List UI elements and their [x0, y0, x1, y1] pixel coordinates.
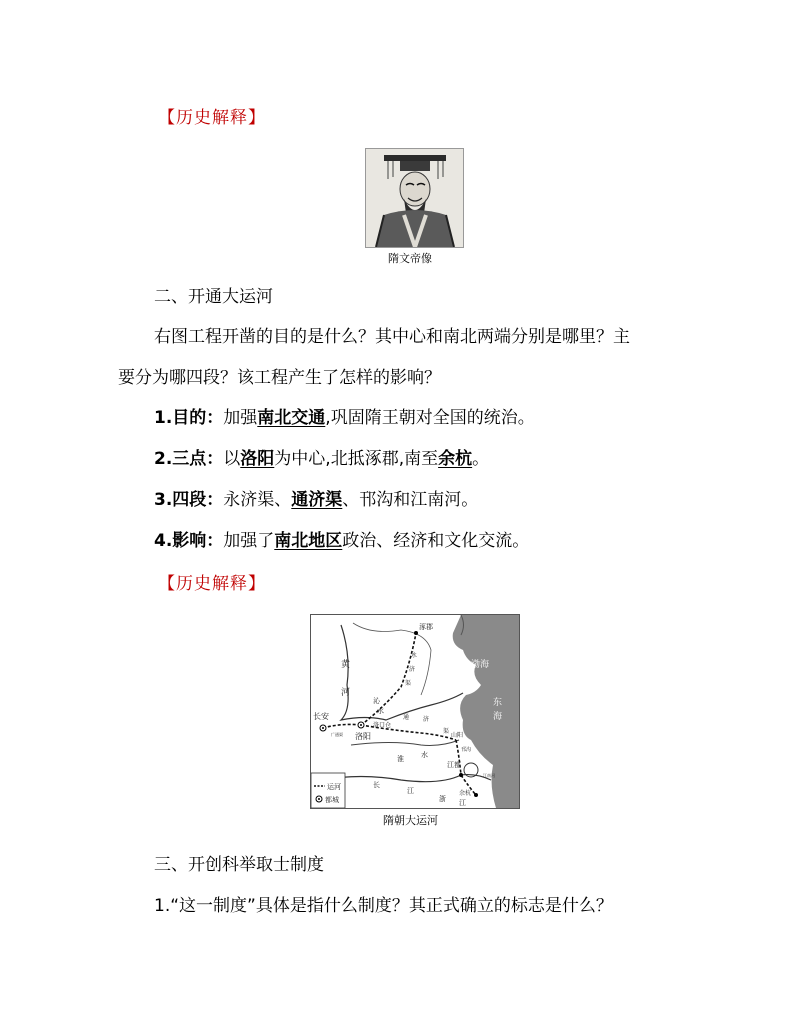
map-label-qin: 沁	[373, 697, 380, 705]
map-label-zhuojun: 涿郡	[419, 623, 433, 631]
section-heading-grand-canal: 二、开通大运河	[154, 287, 273, 307]
answer-label: 4.影响：	[154, 531, 224, 551]
map-label-donghai-1: 东	[493, 698, 503, 708]
answer-label: 1.目的：	[154, 408, 224, 428]
map-label-jiang: 江	[407, 787, 414, 795]
map-label-yuhang: 余杭	[459, 790, 472, 797]
answer-item-four-sections	[154, 488, 478, 512]
emperor-portrait-image	[365, 148, 464, 248]
map-label-shanyang: 山阳	[451, 732, 464, 739]
answer-keyword: 南北地区	[274, 531, 343, 551]
map-label-jiang2: 江	[459, 799, 466, 807]
map-label-hangou: 邗沟	[461, 747, 472, 753]
map-label-changan: 长安	[313, 712, 329, 721]
map-label-qu: 渠	[405, 680, 412, 687]
section-heading-imperial-exam: 三、开创科举取士制度	[154, 855, 324, 875]
answer-text: 政治、经济和文化交流。	[342, 531, 530, 551]
map-label-yong: 永	[411, 652, 418, 659]
question-line-1: 右图工程开凿的目的是什么？其中心和南北两端分别是哪里？主	[154, 327, 630, 347]
answer-keyword: 南北交通	[257, 408, 326, 428]
answer-item-purpose	[154, 406, 535, 430]
answer-text: 以	[223, 449, 241, 469]
legend-capital-label: 都城	[325, 796, 339, 804]
map-label-tong: 通	[403, 714, 410, 721]
answer-text: ,巩固隋王朝对全国的统治。	[325, 408, 535, 428]
map-label-donghai-2: 海	[493, 712, 503, 722]
map-label-huai: 淮	[397, 755, 404, 763]
map-label-jiangnan: 江南河	[483, 773, 495, 778]
section-tag-history-explanation: 【历史解释】	[158, 108, 266, 128]
map-label-luokoucang: 洛口仓	[373, 722, 392, 729]
answer-item-three-points	[154, 447, 489, 471]
answer-keyword: 余杭	[438, 449, 473, 469]
sui-grand-canal-map	[310, 614, 520, 809]
map-label-guangtong: 广通渠	[331, 732, 343, 737]
question-imperial-exam: 1.“这一制度”具体是指什么制度？其正式确立的标志是什么？	[154, 896, 613, 916]
answer-label: 2.三点：	[154, 449, 224, 469]
map-label-huang: 黄	[341, 660, 351, 670]
answer-item-impact	[154, 529, 529, 553]
answer-text: 、邗沟和江南河。	[342, 490, 479, 510]
map-caption: 隋朝大运河	[383, 814, 438, 827]
map-label-chang: 长	[373, 781, 380, 789]
question-line-2: 要分为哪四段？该工程产生了怎样的影响？	[118, 368, 441, 388]
legend-canal-label: 运河	[327, 783, 341, 791]
answer-text: 加强	[223, 408, 258, 428]
answer-text: 永济渠、	[223, 490, 292, 510]
answer-keyword: 洛阳	[240, 449, 275, 469]
answer-label: 3.四段：	[154, 490, 224, 510]
map-label-zhe: 浙	[439, 795, 446, 803]
answer-text: 。	[472, 449, 490, 469]
map-label-shui: 水	[377, 707, 384, 715]
answer-text: 为中心,北抵涿郡,南至	[274, 449, 439, 469]
map-label-qu2: 渠	[443, 728, 450, 735]
map-label-ji2: 济	[423, 716, 430, 723]
section-tag-history-explanation-2: 【历史解释】	[158, 574, 266, 594]
map-label-shui2: 水	[421, 751, 428, 759]
map-label-ji: 济	[409, 666, 416, 673]
answer-keyword: 通济渠	[291, 490, 343, 510]
map-label-luoyang: 洛阳	[355, 732, 371, 741]
map-label-jiangdu: 江都	[447, 761, 461, 769]
map-label-he: 河	[341, 688, 351, 698]
map-label-bohai: 渤海	[471, 660, 490, 670]
answer-text: 加强了	[223, 531, 275, 551]
portrait-caption: 隋文帝像	[388, 252, 432, 265]
